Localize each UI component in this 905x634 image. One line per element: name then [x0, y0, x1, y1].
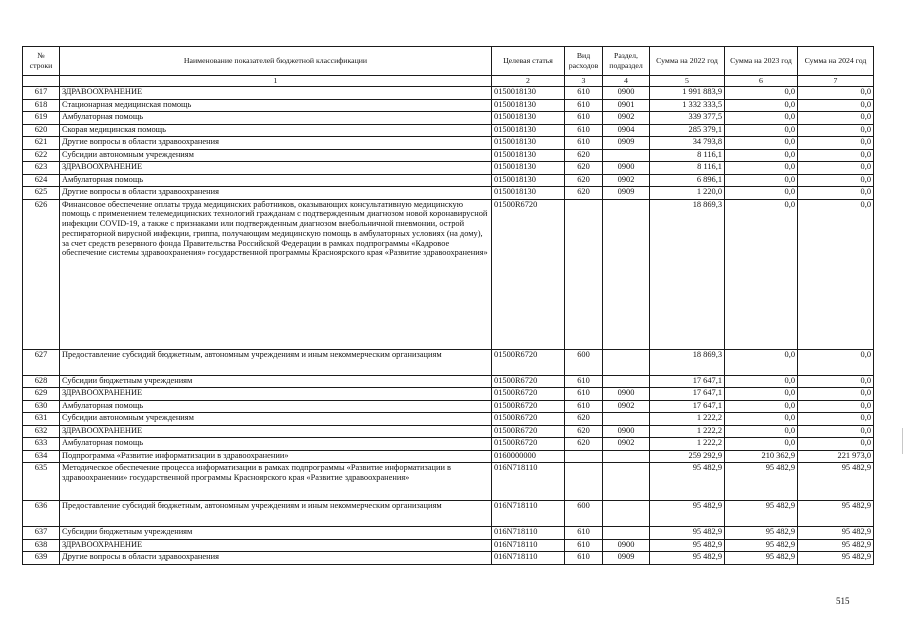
- sum-2024-cell: 95 482,9: [798, 501, 874, 527]
- indicator-name-cell: ЗДРАВООХРАНЕНИЕ: [60, 87, 492, 100]
- table-row: [23, 438, 874, 451]
- target-article-cell: 01500R6720: [492, 199, 565, 349]
- sum-2024-cell: 0,0: [798, 199, 874, 349]
- expense-kind-cell: 610: [565, 137, 603, 150]
- indicator-name-cell: Финансовое обеспечение оплаты труда медицинских работников, оказывающих консультативную медицинскую помощь с применением телемедицинских технологий гражданам с подтвержденным диагнозом новой коронавирусной инфекции COVID-19, а также с признаками или подтвержденным диагнозом внебольничной пневмонии, острой респираторной вирусной инфекции, гриппа, получающим медицинскую помощь в амбулаторных условиях (на дому), за счет средств резервного фонда Правительства Российской Федерации в рамках подпрограммы «Кадровое обеспечение системы здравоохранения» государственной программы Красноярского края «Развитие здравоохранения»: [60, 199, 492, 349]
- section-cell: 0900: [603, 539, 650, 552]
- header-row: [23, 47, 874, 76]
- indicator-name-cell: Стационарная медицинская помощь: [60, 99, 492, 112]
- target-article-cell: 0150018130: [492, 137, 565, 150]
- sum-2023-cell: 0,0: [725, 87, 798, 100]
- expense-kind-cell: 610: [565, 527, 603, 540]
- sum-2024-cell: 0,0: [798, 425, 874, 438]
- indicator-name-cell: Предоставление субсидий бюджетным, автономным учреждениям и иным некоммерческим организациям: [60, 501, 492, 527]
- table-row: [23, 425, 874, 438]
- indicator-name-cell: Субсидии автономным учреждениям: [60, 413, 492, 426]
- table-row: [23, 124, 874, 137]
- column-number: 5: [650, 76, 725, 87]
- target-article-cell: 01500R6720: [492, 388, 565, 401]
- row-number-cell: 628: [23, 375, 60, 388]
- sum-2024-cell: 221 973,0: [798, 450, 874, 463]
- expense-kind-cell: 610: [565, 87, 603, 100]
- header-target: Целевая статья: [492, 47, 565, 76]
- row-number-cell: 627: [23, 349, 60, 375]
- column-number-row: [23, 76, 874, 87]
- section-cell: [603, 463, 650, 501]
- target-article-cell: 01500R6720: [492, 375, 565, 388]
- table-row: [23, 501, 874, 527]
- target-article-cell: 016N718110: [492, 527, 565, 540]
- sum-2024-cell: 0,0: [798, 375, 874, 388]
- row-number-cell: 637: [23, 527, 60, 540]
- sum-2022-cell: 1 220,0: [650, 187, 725, 200]
- sum-2022-cell: 17 647,1: [650, 375, 725, 388]
- expense-kind-cell: 610: [565, 539, 603, 552]
- expense-kind-cell: [565, 450, 603, 463]
- sum-2022-cell: 17 647,1: [650, 400, 725, 413]
- target-article-cell: 0150018130: [492, 87, 565, 100]
- header-name: Наименование показателей бюджетной классификации: [60, 47, 492, 76]
- sum-2024-cell: 0,0: [798, 124, 874, 137]
- table-row: [23, 174, 874, 187]
- target-article-cell: 016N718110: [492, 539, 565, 552]
- expense-kind-cell: 620: [565, 413, 603, 426]
- sum-2023-cell: 0,0: [725, 112, 798, 125]
- column-number: 7: [798, 76, 874, 87]
- sum-2024-cell: 0,0: [798, 413, 874, 426]
- sum-2023-cell: 0,0: [725, 199, 798, 349]
- sum-2022-cell: 95 482,9: [650, 552, 725, 565]
- sum-2022-cell: 259 292,9: [650, 450, 725, 463]
- sum-2023-cell: 95 482,9: [725, 552, 798, 565]
- table-row: [23, 149, 874, 162]
- table-row: [23, 450, 874, 463]
- sum-2023-cell: 0,0: [725, 349, 798, 375]
- row-number-cell: 624: [23, 174, 60, 187]
- sum-2022-cell: 95 482,9: [650, 539, 725, 552]
- expense-kind-cell: 610: [565, 375, 603, 388]
- section-cell: 0902: [603, 174, 650, 187]
- table-row: [23, 375, 874, 388]
- section-cell: [603, 149, 650, 162]
- table-row: [23, 349, 874, 375]
- header-sum-2023: Сумма на 2023 год: [725, 47, 798, 76]
- indicator-name-cell: Другие вопросы в области здравоохранения: [60, 137, 492, 150]
- sum-2022-cell: 18 869,3: [650, 199, 725, 349]
- column-number: 2: [492, 76, 565, 87]
- section-cell: 0909: [603, 187, 650, 200]
- section-cell: 0900: [603, 87, 650, 100]
- sum-2023-cell: 0,0: [725, 174, 798, 187]
- expense-kind-cell: 600: [565, 349, 603, 375]
- row-number-cell: 617: [23, 87, 60, 100]
- table-row: [23, 137, 874, 150]
- sum-2022-cell: 1 222,2: [650, 438, 725, 451]
- target-article-cell: 01500R6720: [492, 349, 565, 375]
- budget-table: [22, 46, 874, 565]
- sum-2022-cell: 1 991 883,9: [650, 87, 725, 100]
- indicator-name-cell: Скорая медицинская помощь: [60, 124, 492, 137]
- indicator-name-cell: Амбулаторная помощь: [60, 400, 492, 413]
- indicator-name-cell: Субсидии автономным учреждениям: [60, 149, 492, 162]
- target-article-cell: 0150018130: [492, 149, 565, 162]
- row-number-cell: 639: [23, 552, 60, 565]
- section-cell: 0902: [603, 400, 650, 413]
- row-number-cell: 630: [23, 400, 60, 413]
- indicator-name-cell: ЗДРАВООХРАНЕНИЕ: [60, 425, 492, 438]
- row-number-cell: 621: [23, 137, 60, 150]
- sum-2022-cell: 95 482,9: [650, 501, 725, 527]
- sum-2022-cell: 17 647,1: [650, 388, 725, 401]
- target-article-cell: 01500R6720: [492, 413, 565, 426]
- target-article-cell: 0150018130: [492, 174, 565, 187]
- section-cell: 0904: [603, 124, 650, 137]
- table-row: [23, 413, 874, 426]
- sum-2022-cell: 95 482,9: [650, 463, 725, 501]
- indicator-name-cell: ЗДРАВООХРАНЕНИЕ: [60, 388, 492, 401]
- sum-2024-cell: 0,0: [798, 112, 874, 125]
- sum-2024-cell: 0,0: [798, 87, 874, 100]
- sum-2023-cell: 0,0: [725, 375, 798, 388]
- section-cell: 0902: [603, 112, 650, 125]
- page-number: 515: [836, 596, 850, 606]
- sum-2023-cell: 95 482,9: [725, 539, 798, 552]
- section-cell: [603, 450, 650, 463]
- expense-kind-cell: 620: [565, 438, 603, 451]
- row-number-cell: 638: [23, 539, 60, 552]
- sum-2022-cell: 34 793,8: [650, 137, 725, 150]
- sum-2024-cell: 95 482,9: [798, 552, 874, 565]
- table-row: [23, 527, 874, 540]
- expense-kind-cell: [565, 199, 603, 349]
- sum-2024-cell: 0,0: [798, 174, 874, 187]
- row-number-cell: 623: [23, 162, 60, 175]
- expense-kind-cell: 610: [565, 124, 603, 137]
- table-row: [23, 539, 874, 552]
- sum-2022-cell: 95 482,9: [650, 527, 725, 540]
- section-cell: [603, 199, 650, 349]
- expense-kind-cell: 610: [565, 112, 603, 125]
- column-number: 3: [565, 76, 603, 87]
- sum-2022-cell: 8 116,1: [650, 149, 725, 162]
- target-article-cell: 01500R6720: [492, 425, 565, 438]
- header-sum-2024: Сумма на 2024 год: [798, 47, 874, 76]
- target-article-cell: 0150018130: [492, 99, 565, 112]
- table-row: [23, 199, 874, 349]
- header-row-no: № строки: [23, 47, 60, 76]
- indicator-name-cell: Субсидии бюджетным учреждениям: [60, 527, 492, 540]
- table-row: [23, 552, 874, 565]
- target-article-cell: 01500R6720: [492, 400, 565, 413]
- section-cell: [603, 413, 650, 426]
- row-number-cell: 620: [23, 124, 60, 137]
- indicator-name-cell: Методическое обеспечение процесса информатизации в рамках подпрограммы «Развитие информатизации в здравоохранении» государственной программы Красноярского края «Развитие здравоохранения»: [60, 463, 492, 501]
- header-sum-2022: Сумма на 2022 год: [650, 47, 725, 76]
- column-number: 6: [725, 76, 798, 87]
- sum-2022-cell: 6 896,1: [650, 174, 725, 187]
- sum-2024-cell: 0,0: [798, 99, 874, 112]
- section-cell: 0900: [603, 388, 650, 401]
- indicator-name-cell: Амбулаторная помощь: [60, 112, 492, 125]
- header-kind: Вид расходов: [565, 47, 603, 76]
- expense-kind-cell: 620: [565, 149, 603, 162]
- indicator-name-cell: Другие вопросы в области здравоохранения: [60, 552, 492, 565]
- sum-2023-cell: 0,0: [725, 149, 798, 162]
- sum-2024-cell: 0,0: [798, 349, 874, 375]
- sum-2022-cell: 1 332 333,5: [650, 99, 725, 112]
- table-row: [23, 87, 874, 100]
- sum-2023-cell: 0,0: [725, 124, 798, 137]
- section-cell: [603, 349, 650, 375]
- expense-kind-cell: 620: [565, 174, 603, 187]
- row-number-cell: 618: [23, 99, 60, 112]
- section-cell: 0909: [603, 552, 650, 565]
- row-number-cell: 619: [23, 112, 60, 125]
- sum-2024-cell: 95 482,9: [798, 539, 874, 552]
- target-article-cell: 0150018130: [492, 187, 565, 200]
- row-number-cell: 632: [23, 425, 60, 438]
- table-row: [23, 388, 874, 401]
- row-number-cell: 629: [23, 388, 60, 401]
- row-number-cell: 634: [23, 450, 60, 463]
- table-row: [23, 187, 874, 200]
- sum-2024-cell: 0,0: [798, 388, 874, 401]
- indicator-name-cell: Предоставление субсидий бюджетным, автономным учреждениям и иным некоммерческим организациям: [60, 349, 492, 375]
- target-article-cell: 016N718110: [492, 552, 565, 565]
- sum-2023-cell: 0,0: [725, 388, 798, 401]
- sum-2023-cell: 0,0: [725, 137, 798, 150]
- header-section: Раздел, подраздел: [603, 47, 650, 76]
- sum-2024-cell: 0,0: [798, 149, 874, 162]
- expense-kind-cell: 620: [565, 187, 603, 200]
- sum-2022-cell: 8 116,1: [650, 162, 725, 175]
- target-article-cell: 0150018130: [492, 162, 565, 175]
- table-row: [23, 162, 874, 175]
- sum-2022-cell: 1 222,2: [650, 413, 725, 426]
- row-number-cell: 626: [23, 199, 60, 349]
- target-article-cell: 0160000000: [492, 450, 565, 463]
- indicator-name-cell: Амбулаторная помощь: [60, 174, 492, 187]
- sum-2023-cell: 0,0: [725, 400, 798, 413]
- sum-2024-cell: 0,0: [798, 162, 874, 175]
- sum-2024-cell: 0,0: [798, 187, 874, 200]
- sum-2023-cell: 95 482,9: [725, 527, 798, 540]
- section-cell: 0909: [603, 137, 650, 150]
- expense-kind-cell: 610: [565, 99, 603, 112]
- column-number-blank: [23, 76, 60, 87]
- indicator-name-cell: Подпрограмма «Развитие информатизации в здравоохранении»: [60, 450, 492, 463]
- indicator-name-cell: ЗДРАВООХРАНЕНИЕ: [60, 539, 492, 552]
- section-cell: [603, 501, 650, 527]
- column-number: 4: [603, 76, 650, 87]
- indicator-name-cell: Другие вопросы в области здравоохранения: [60, 187, 492, 200]
- section-cell: 0900: [603, 162, 650, 175]
- expense-kind-cell: 610: [565, 552, 603, 565]
- sum-2023-cell: 0,0: [725, 425, 798, 438]
- sum-2024-cell: 0,0: [798, 137, 874, 150]
- row-number-cell: 633: [23, 438, 60, 451]
- sum-2023-cell: 210 362,9: [725, 450, 798, 463]
- indicator-name-cell: Амбулаторная помощь: [60, 438, 492, 451]
- sum-2023-cell: 0,0: [725, 438, 798, 451]
- table-row: [23, 112, 874, 125]
- sum-2022-cell: 1 222,2: [650, 425, 725, 438]
- sum-2024-cell: 0,0: [798, 400, 874, 413]
- row-number-cell: 635: [23, 463, 60, 501]
- sum-2022-cell: 18 869,3: [650, 349, 725, 375]
- indicator-name-cell: ЗДРАВООХРАНЕНИЕ: [60, 162, 492, 175]
- sum-2022-cell: 285 379,1: [650, 124, 725, 137]
- target-article-cell: 016N718110: [492, 501, 565, 527]
- target-article-cell: 01500R6720: [492, 438, 565, 451]
- target-article-cell: 0150018130: [492, 112, 565, 125]
- section-cell: 0902: [603, 438, 650, 451]
- sum-2022-cell: 339 377,5: [650, 112, 725, 125]
- section-cell: [603, 375, 650, 388]
- row-number-cell: 622: [23, 149, 60, 162]
- table-body: [23, 87, 874, 565]
- target-article-cell: 016N718110: [492, 463, 565, 501]
- section-cell: [603, 527, 650, 540]
- expense-kind-cell: [565, 463, 603, 501]
- sum-2024-cell: 95 482,9: [798, 527, 874, 540]
- expense-kind-cell: 610: [565, 388, 603, 401]
- section-cell: 0901: [603, 99, 650, 112]
- sum-2023-cell: 0,0: [725, 187, 798, 200]
- sum-2023-cell: 95 482,9: [725, 501, 798, 527]
- target-article-cell: 0150018130: [492, 124, 565, 137]
- expense-kind-cell: 600: [565, 501, 603, 527]
- sum-2024-cell: 95 482,9: [798, 463, 874, 501]
- expense-kind-cell: 620: [565, 425, 603, 438]
- sum-2023-cell: 0,0: [725, 99, 798, 112]
- sum-2023-cell: 0,0: [725, 162, 798, 175]
- expense-kind-cell: 610: [565, 400, 603, 413]
- table-row: [23, 99, 874, 112]
- section-cell: 0900: [603, 425, 650, 438]
- expense-kind-cell: 620: [565, 162, 603, 175]
- sum-2023-cell: 0,0: [725, 413, 798, 426]
- scan-edge-mark: [902, 428, 903, 454]
- table-row: [23, 400, 874, 413]
- row-number-cell: 631: [23, 413, 60, 426]
- table-row: [23, 463, 874, 501]
- row-number-cell: 636: [23, 501, 60, 527]
- sum-2024-cell: 0,0: [798, 438, 874, 451]
- column-number: 1: [60, 76, 492, 87]
- indicator-name-cell: Субсидии бюджетным учреждениям: [60, 375, 492, 388]
- sum-2023-cell: 95 482,9: [725, 463, 798, 501]
- row-number-cell: 625: [23, 187, 60, 200]
